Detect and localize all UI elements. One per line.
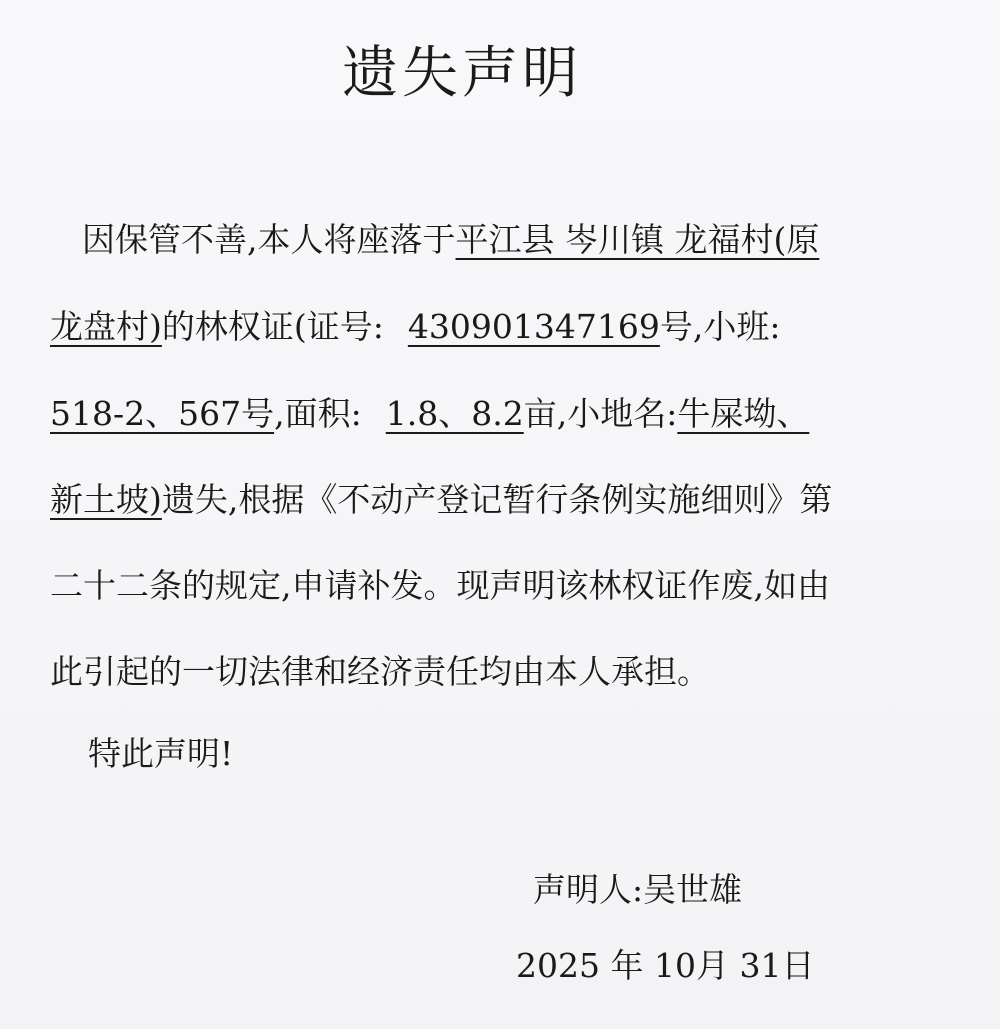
signatory-name: 吴世雄 (643, 870, 743, 909)
body-text: 亩,小地名: (523, 394, 678, 433)
date-day: 31 (739, 946, 782, 985)
body-text: 遗失,根据《不动产登记暂行条例实施细则》第 (161, 480, 833, 519)
body-text: 因保管不善,本人将座落于 (82, 220, 456, 259)
declaration-date (516, 944, 814, 988)
body-line-1 (82, 218, 962, 262)
location-field: 龙盘村) (50, 307, 162, 346)
date-month-unit: 月 (695, 946, 729, 985)
page-title: 遗失声明 (342, 41, 582, 106)
date-day-unit: 日 (781, 946, 815, 985)
certificate-number-field: 430901347169 (407, 307, 660, 346)
closing-statement: 特此声明! (88, 734, 234, 773)
signature-label: 声明人: (533, 870, 644, 909)
body-text: 号,小班: (659, 307, 781, 346)
location-field: 平江县 岑川镇 龙福村(原 (455, 220, 820, 259)
date-month: 10 (653, 946, 696, 985)
body-line-3 (50, 392, 930, 436)
place-name-field: 牛屎坳、 (677, 394, 810, 433)
place-name-field: 新土坡) (50, 480, 162, 519)
body-line-4 (50, 478, 930, 522)
body-text: ,面积: (274, 394, 362, 433)
body-text: 的林权证(证号: (161, 307, 384, 346)
body-line-6: 此引起的一切法律和经济责任均由本人承担。 (50, 652, 710, 691)
body-line-5: 二十二条的规定,申请补发。现声明该林权证作废,如由 (50, 566, 830, 605)
signature-line (533, 868, 742, 912)
body-line-2 (50, 305, 930, 349)
date-year: 2025 (516, 946, 600, 985)
parcel-number-field: 518-2、567号 (50, 394, 275, 433)
area-field: 1.8、8.2 (385, 394, 524, 433)
date-year-unit: 年 (610, 946, 644, 985)
